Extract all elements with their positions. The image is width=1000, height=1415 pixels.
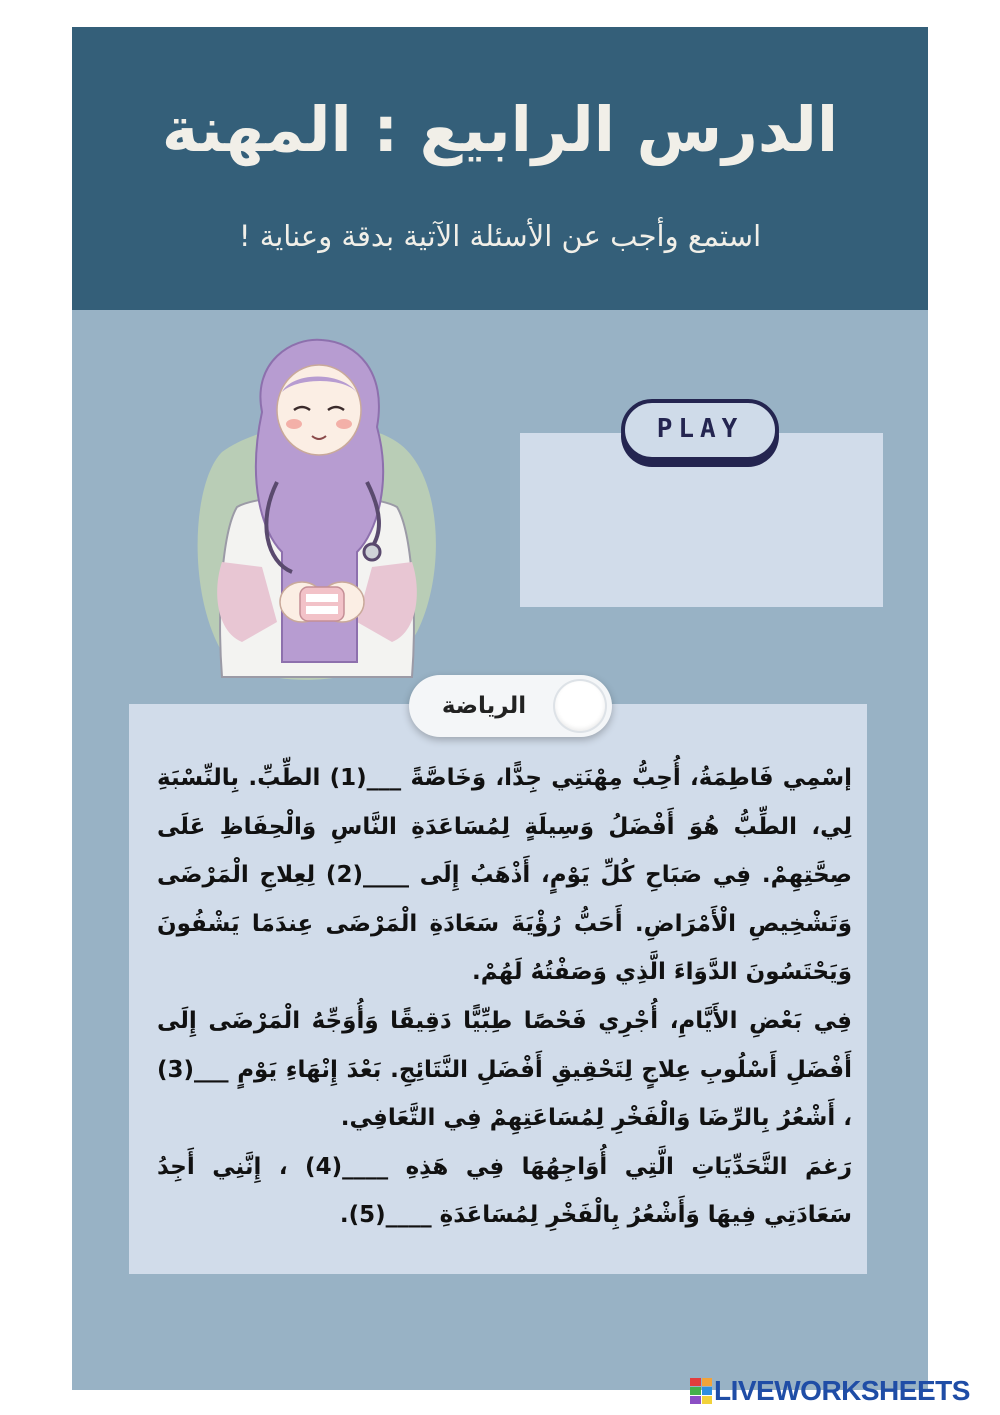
worksheet-page (72, 27, 928, 1390)
header-banner (72, 27, 928, 310)
pill-knob (555, 681, 605, 731)
passage-label-pill (409, 675, 612, 737)
doctor-girl-illustration (182, 332, 452, 702)
brand-name: LIVEWORKSHEETS (714, 1375, 970, 1406)
passage-paragraph-2: فِي بَعْضِ الأَيَّامِ، أُجْرِي فَحْصًا طِبِّيًّا دَقِيقًا وَأُوَجِّهُ الْمَرْضَى إِلَى أَفْضَلِ أَسْلُوبِ عِلاجٍ لِتَحْقِيقِ أَفْضَلِ النَّتَائِجِ. بَعْدَ إِنْهَاءِ يَوْمٍ ___(3) ، أَشْعُرُ بِالرِّضَا وَالْفَخْرِ لِمُسَاعَتِهِمْ فِي التَّعَافِي. (157, 1007, 852, 1132)
passage-paragraph-1: إسْمِي فَاطِمَةُ، أُحِبُّ مِهْنَتِي جِدًّا، وَخَاصَّةً ___(1) الطِّبِّ. بِالنِّسْبَةِ لِي، الطِّبُّ هُوَ أَفْضَلُ وَسِيلَةٍ لِمُسَاعَدَةِ النَّاسِ وَالْحِفَاظِ عَلَى صِحَّتِهِمْ. فِي صَبَاحِ كُلِّ يَوْمٍ، أَذْهَبُ إِلَى ____(2) لِعِلاجِ الْمَرْضَى وَتَشْخِيصِ الْأَمْرَاضِ. أَحَبُّ رُؤْيَةَ سَعَادَةِ الْمَرْضَى عِندَمَا يَشْفُونَ وَيَحْتَسُونَ الدَّوَاءَ الَّذِي وَصَفْتُهُ لَهُمْ. (157, 765, 852, 986)
liveworksheets-logo (690, 1373, 990, 1409)
page-instructions: استمع وأجب عن الأسئلة الآتية بدقة وعناية ! (238, 219, 762, 253)
passage-label: الرياضة (441, 693, 527, 719)
play-button[interactable]: PLAY (621, 399, 779, 461)
passage-paragraph-3: رَغمَ التَّحَدِّيَاتِ الَّتِي أُوَاجِهُهَا فِي هَذِهِ ____(4) ، إِنَّنِي أَجِدُ سَعَادَتِي فِيهَا وَأَشْعُرُ بِالْفَخْرِ لِمُسَاعَدَةِ ____(5). (157, 1153, 852, 1229)
passage-text (157, 754, 852, 1240)
page-title: الدرس الرابيع : المهنة (161, 93, 839, 166)
liveworksheets-logo-icon (690, 1378, 712, 1404)
